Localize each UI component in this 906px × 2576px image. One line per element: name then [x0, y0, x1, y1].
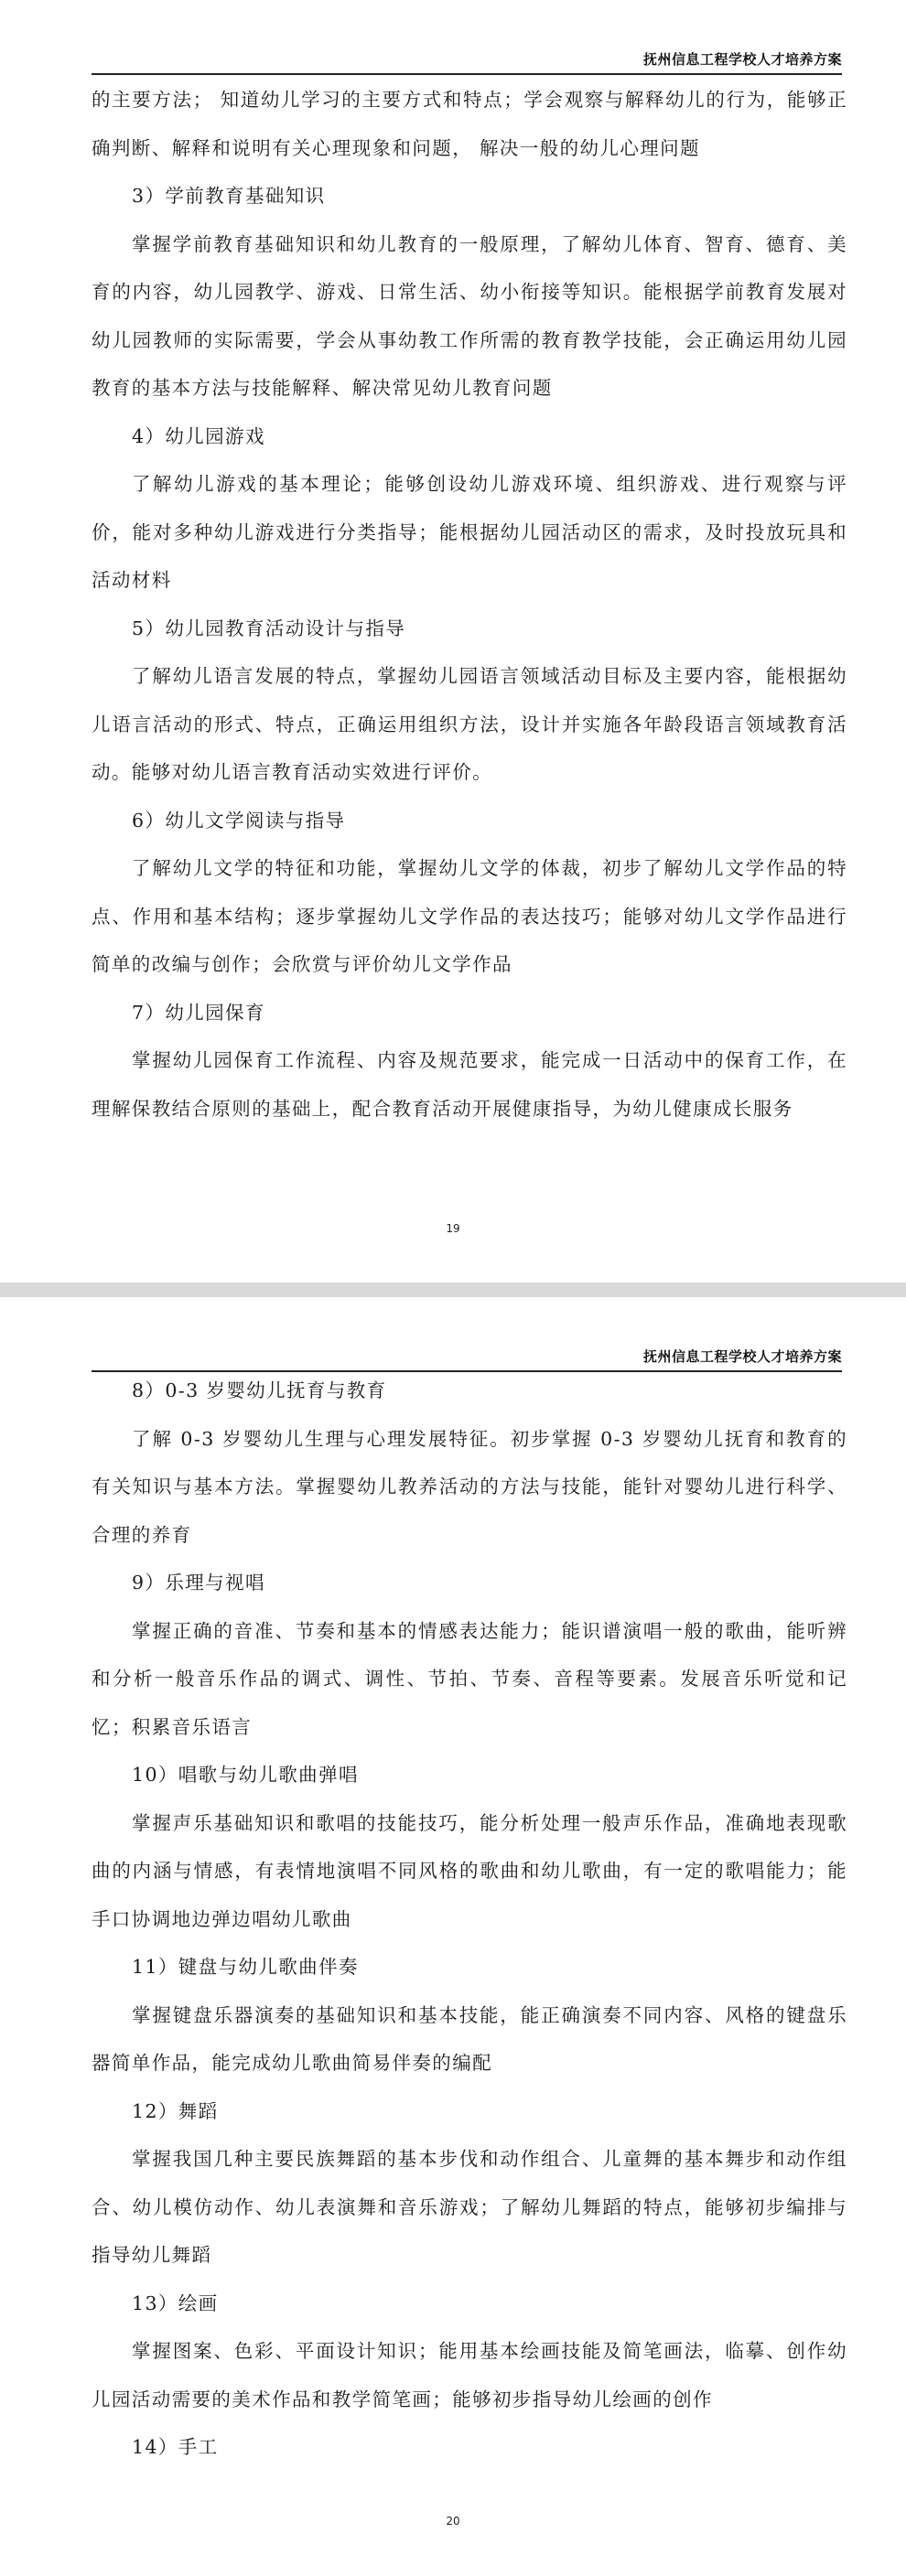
section-heading: 7）幼儿园保育: [132, 1001, 265, 1024]
document-page-20: [0, 1297, 906, 2576]
section-heading: 6）幼儿文学阅读与指导: [132, 809, 346, 832]
page-number: 20: [446, 2515, 460, 2528]
page-number: 19: [446, 1222, 460, 1235]
body-paragraph: 了解幼儿语言发展的特点，掌握幼儿园语言领域活动目标及主要内容，能根据幼儿语言活动的形式、特点，正确运用组织方法，设计并实施各年龄段语言领域教育活动。能够对幼儿语言教育活动实效进行评价。: [92, 665, 847, 783]
body-paragraph: 掌握学前教育基础知识和幼儿教育的一般原理，了解幼儿体育、智育、德育、美育的内容，幼儿园教学、游戏、日常生活、幼小衔接等知识。能根据学前教育发展对幼儿园教师的实际需要，学会从事幼教工作所需的教育教学技能，会正确运用幼儿园教育的基本方法与技能解释、解决常见幼儿教育问题: [92, 232, 847, 399]
section-heading: 10）唱歌与幼儿歌曲弹唱: [132, 1764, 359, 1786]
section-heading: 8）0-3 岁婴幼儿抚育与教育: [132, 1379, 387, 1401]
header-title: 抚州信息工程学校人才培养方案: [642, 1348, 842, 1365]
section-heading: 13）绘画: [132, 2292, 219, 2314]
page-header: [92, 44, 842, 75]
section-heading: 11）键盘与幼儿歌曲伴奏: [132, 1956, 359, 1978]
body-paragraph: 掌握声乐基础知识和歌唱的技能技巧，能分析处理一般声乐作品，准确地表现歌曲的内涵与情感，有表情地演唱不同风格的歌曲和幼儿歌曲，有一定的歌唱能力；能手口协调地边弹边唱幼儿歌曲: [92, 1811, 847, 1930]
document-page-19: [0, 0, 906, 1283]
body-paragraph: 掌握正确的音准、节奏和基本的情感表达能力；能识谱演唱一般的歌曲，能听辨和分析一般音乐作品的调式、调性、节拍、节奏、音程等要素。发展音乐听觉和记忆；积累音乐语言: [92, 1619, 847, 1738]
header-title: 抚州信息工程学校人才培养方案: [642, 51, 842, 68]
body-paragraph: 掌握幼儿园保育工作流程、内容及规范要求，能完成一日活动中的保育工作，在理解保教结合原则的基础上，配合教育活动开展健康指导，为幼儿健康成长服务: [92, 1049, 847, 1120]
body-paragraph: 掌握键盘乐器演奏的基础知识和基本技能，能正确演奏不同内容、风格的键盘乐器简单作品，能完成幼儿歌曲简易伴奏的编配: [92, 2003, 847, 2074]
body-paragraph: 掌握我国几种主要民族舞蹈的基本步伐和动作组合、儿童舞的基本舞步和动作组合、幼儿模仿动作、幼儿表演舞和音乐游戏；了解幼儿舞蹈的特点，能够初步编排与指导幼儿舞蹈: [92, 2148, 847, 2266]
page-content: [92, 1367, 847, 2472]
section-heading: 12）舞蹈: [132, 2099, 219, 2122]
section-heading: 9）乐理与视唱: [132, 1572, 265, 1594]
section-heading: 14）手工: [132, 2436, 219, 2458]
section-heading: 5）幼儿园教育活动设计与指导: [132, 617, 406, 639]
section-heading: 3）学前教育基础知识: [132, 185, 326, 207]
body-paragraph: 了解幼儿文学的特征和功能，掌握幼儿文学的体裁，初步了解幼儿文学作品的特点、作用和基本结构；逐步掌握幼儿文学作品的表达技巧；能够对幼儿文学作品进行简单的改编与创作；会欣赏与评价幼儿文学作品: [92, 857, 847, 975]
body-paragraph: 了解幼儿游戏的基本理论；能够创设幼儿游戏环境、组织游戏、进行观察与评价，能对多种幼儿游戏进行分类指导；能根据幼儿园活动区的需求，及时投放玩具和活动材料: [92, 473, 847, 591]
body-paragraph: 的主要方法； 知道幼儿学习的主要方式和特点；学会观察与解释幼儿的行为，能够正确判断、解释和说明有关心理现象和问题， 解决一般的幼儿心理问题: [92, 89, 847, 159]
page-content: [92, 76, 847, 1132]
section-heading: 4）幼儿园游戏: [132, 424, 265, 447]
body-paragraph: 掌握图案、色彩、平面设计知识；能用基本绘画技能及简笔画法，临摹、创作幼儿园活动需要的美术作品和教学简笔画；能够初步指导幼儿绘画的创作: [92, 2340, 847, 2410]
body-paragraph: 了解 0-3 岁婴幼儿生理与心理发展特征。初步掌握 0-3 岁婴幼儿抚育和教育的有关知识与基本方法。掌握婴幼儿教养活动的方法与技能，能针对婴幼儿进行科学、合理的养育: [92, 1427, 847, 1546]
